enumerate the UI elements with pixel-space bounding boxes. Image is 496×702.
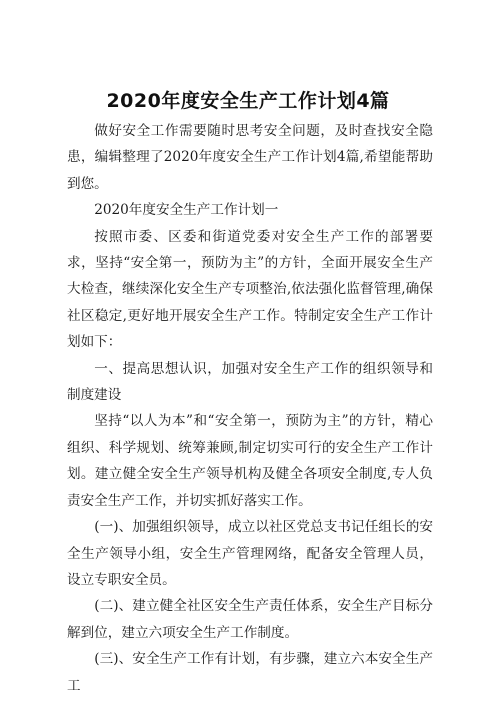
body-paragraph: 按照市委、区委和街道党委对安全生产工作的部署要求，坚持“安全第一，预防为主”的方针，全面开展安全生产大检查，继续深化安全生产专项整治,依法强化监督管理,确保社区稳定,更好地开展安全生产工作。特制定安全生产工作计划如下： — [67, 228, 433, 351]
list-item-two: (二)、建立健全社区安全生产责任体系，安全生产目标分解到位，建立六项安全生产工作制度。 — [67, 598, 433, 641]
list-item-one: (一)、加强组织领导，成立以社区党总支书记任组长的安全生产领导小组，安全生产管理网络，配备安全管理人员，设立专职安全员。 — [67, 519, 433, 588]
list-item-three: (三)、安全生产工作有计划，有步骤，建立六本安全生产工 — [67, 651, 433, 694]
intro-paragraph: 做好安全工作需要随时思考安全问题，及时查找安全隐患，编辑整理了2020年度安全生产工作计划4篇,希望能帮助到您。 — [67, 123, 433, 192]
section-heading-plan-one: 2020年度安全生产工作计划一 — [94, 202, 279, 219]
document-body — [67, 118, 433, 699]
body-paragraph: 坚持“以人为本”和“安全第一，预防为主”的方针，精心组织、科学规划、统筹兼顾,制定切实可行的安全生产工作计划。建立健全安全生产领导机构及健全各项安全制度,专人负责安全生产工作，并切实抓好落实工作。 — [67, 413, 433, 509]
document-title: 2020年度安全生产工作计划4篇 — [106, 90, 390, 112]
section-heading-one: 一、提高思想认识，加强对安全生产工作的组织领导和制度建设 — [67, 360, 433, 404]
